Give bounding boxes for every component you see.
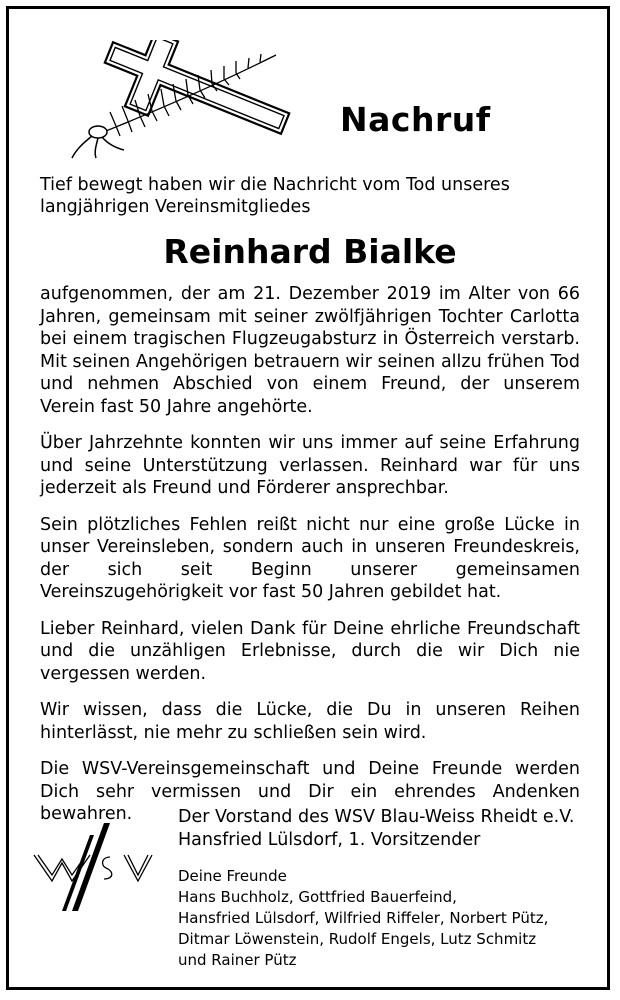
intro-text: Tief bewegt haben wir die Nachricht vom Tod unseres langjährigen Vereinsmitgliedes — [40, 175, 510, 217]
cross-palm-icon — [36, 40, 321, 160]
friends-line: Ditmar Löwenstein, Rudolf Engels, Lutz Schmitz — [178, 930, 537, 948]
paragraph: Sein plötzliches Fehlen reißt nicht nur eine große Lücke in unser Vereinsleben, sondern auch in unseren Freundeskreis, der sich seit Beginn unserer gemeinsamen Vereinszugehörigkeit vor fast 50 Jahren gebildet hat. — [40, 514, 580, 602]
paragraph: Über Jahrzehnte konnten wir uns immer auf seine Erfahrung und seine Unterstützung verlassen. Reinhard war für uns jederzeit als Freund und Förderer ansprechbar. — [40, 433, 580, 498]
chairman-line: Hansfried Lülsdorf, 1. Vorsitzender — [178, 830, 481, 850]
friends-block — [178, 866, 598, 971]
friends-line: Hans Buchholz, Gottfried Bauerfeind, — [178, 888, 457, 906]
deceased-name: Reinhard Bialke — [163, 232, 457, 271]
paragraph: Wir wissen, dass die Lücke, die Du in unseren Reihen hinterlässt, nie mehr zu schließen sein wird. — [40, 700, 580, 743]
page-title: Nachruf — [340, 100, 491, 139]
svg-text:WSV: WSV — [102, 903, 105, 904]
friends-line: Hansfried Lülsdorf, Wilfried Riffeler, Norbert Pütz, — [178, 909, 549, 927]
paragraph: aufgenommen, der am 21. Dezember 2019 im Alter von 66 Jahren, gemeinsam mit seiner zwölfjährigen Tochter Carlotta bei einem tragischen Flugzeugabsturz in Österreich verstarb. Mit seinen Angehörigen betrauern wir seinen allzu frühen Tod und nehmen Abschied von einem Freund, der unserem Verein fast 50 Jahre angehörte. — [40, 284, 580, 417]
paragraph: Lieber Reinhard, vielen Dank für Deine ehrliche Freundschaft und die unzähligen Erlebnisse, durch die wir Dich nie vergessen werden. — [40, 618, 580, 684]
board-line: Der Vorstand des WSV Blau-Weiss Rheidt e.V. — [178, 807, 575, 827]
friends-line: und Rainer Pütz — [178, 951, 297, 969]
club-logo — [32, 823, 172, 913]
paragraph: Die WSV-Vereinsgemeinschaft und Deine Freunde werden Dich sehr vermissen und Dir ein ehrendes Andenken bewahren. — [40, 759, 580, 824]
friends-label: Deine Freunde — [178, 867, 287, 885]
signature-block — [178, 806, 598, 852]
obituary-body — [40, 283, 580, 840]
